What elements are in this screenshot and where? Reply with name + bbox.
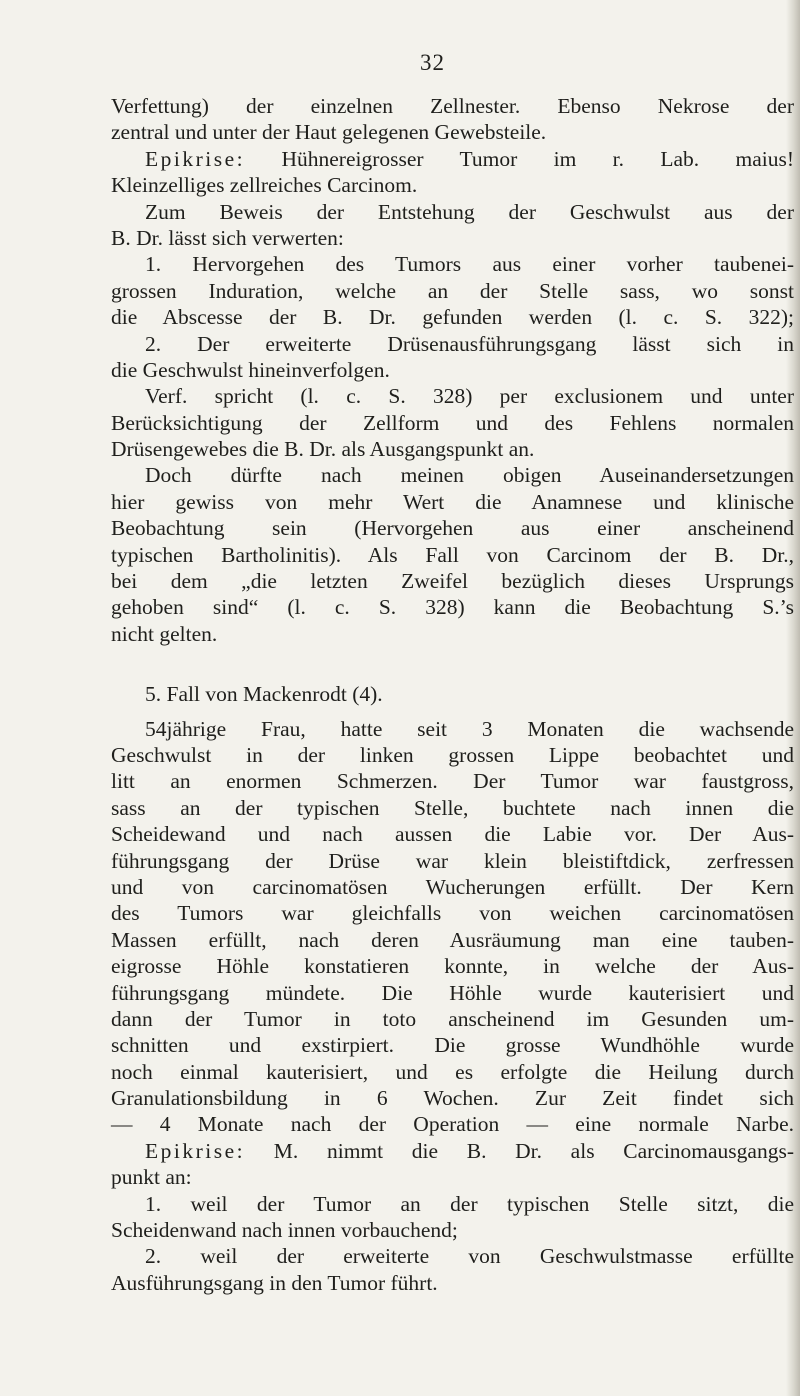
text-line: zentral und unter der Haut gelegenen Gewebsteile. bbox=[111, 120, 547, 145]
text-line: schnitten und exstirpiert. Die grosse Wundhöhle wurde bbox=[111, 1033, 794, 1058]
text-line: grossen Induration, welche an der Stelle sass, wo sonst bbox=[111, 278, 794, 303]
text-line: 2. Der erweiterte Drüsenausführungsgang lässt sich in bbox=[145, 331, 794, 356]
text-line: Drüsengewebes die B. Dr. als Ausgangspunkt an. bbox=[111, 437, 535, 462]
text-line: Doch dürfte nach meinen obigen Auseinandersetzungen bbox=[145, 463, 794, 488]
text-line: gehoben sind“ (l. c. S. 328) kann die Beobachtung S.’s bbox=[111, 595, 794, 620]
epikrise-line bbox=[111, 146, 794, 172]
text-line: führungsgang der Drüse war klein bleistiftdick, zerfressen bbox=[111, 848, 794, 873]
text-line: nicht gelten. bbox=[111, 621, 218, 646]
text-line: Berücksichtigung der Zellform und des Fehlens normalen bbox=[111, 410, 794, 435]
text-line: Kleinzelliges zellreiches Carcinom. bbox=[111, 173, 418, 198]
epikrise-text: M. nimmt die B. Dr. als Carcinomausgangs- bbox=[245, 1138, 794, 1163]
text-line: Granulationsbildung in 6 Wochen. Zur Zeit findet sich bbox=[111, 1086, 794, 1111]
text-line: noch einmal kauterisiert, und es erfolgte die Heilung durch bbox=[111, 1059, 794, 1084]
text-line: Zum Beweis der Entstehung der Geschwulst aus der bbox=[145, 199, 794, 224]
text-line: — 4 Monate nach der Operation — eine normale Narbe. bbox=[111, 1112, 794, 1137]
text-line: Verfettung) der einzelnen Zellnester. Ebenso Nekrose der bbox=[111, 94, 794, 118]
body-text bbox=[111, 93, 794, 1296]
text-line: Scheidewand und nach aussen die Labie vor. Der Aus- bbox=[111, 822, 794, 847]
text-line: dann der Tumor in toto anscheinend im Gesunden um- bbox=[111, 1006, 794, 1031]
epikrise-label: Epikrise: bbox=[145, 1138, 246, 1163]
epikrise-text: Hühnereigrosser Tumor im r. Lab. maius! bbox=[245, 146, 794, 171]
text-line: und von carcinomatösen Wucherungen erfüllt. Der Kern bbox=[111, 874, 794, 899]
text-line: die Abscesse der B. Dr. gefunden werden (l. c. S. 322); bbox=[111, 305, 794, 330]
text-line: 1. Hervorgehen des Tumors aus einer vorher taubenei- bbox=[145, 252, 794, 277]
page-number: 32 bbox=[420, 50, 445, 75]
epikrise-line bbox=[111, 1138, 794, 1164]
text-line: eigrosse Höhle konstatieren konnte, in welche der Aus- bbox=[111, 954, 794, 979]
text-line: führungsgang mündete. Die Höhle wurde kauterisiert und bbox=[111, 980, 794, 1005]
text-line: litt an enormen Schmerzen. Der Tumor war faustgross, bbox=[111, 769, 794, 794]
text-line: B. Dr. lässt sich verwerten: bbox=[111, 225, 344, 250]
epikrise-label: Epikrise: bbox=[145, 146, 246, 171]
text-line: Massen erfüllt, nach deren Ausräumung man eine tauben- bbox=[111, 927, 794, 952]
text-line: Scheidenwand nach innen vorbauchend; bbox=[111, 1218, 458, 1243]
text-line: Geschwulst in der linken grossen Lippe beobachtet und bbox=[111, 742, 794, 767]
case-heading: 5. Fall von Mackenrodt (4). bbox=[145, 682, 383, 707]
text-line: punkt an: bbox=[111, 1165, 192, 1190]
text-line: Verf. spricht (l. c. S. 328) per exclusionem und unter bbox=[145, 384, 794, 409]
text-line: Ausführungsgang in den Tumor führt. bbox=[111, 1270, 438, 1295]
text-line: hier gewiss von mehr Wert die Anamnese und klinische bbox=[111, 489, 794, 514]
text-line: die Geschwulst hineinverfolgen. bbox=[111, 357, 390, 382]
text-line: 1. weil der Tumor an der typischen Stelle sitzt, die bbox=[145, 1191, 794, 1216]
text-line: 54jährige Frau, hatte seit 3 Monaten die wachsende bbox=[145, 716, 794, 741]
text-line: sass an der typischen Stelle, buchtete nach innen die bbox=[111, 795, 794, 820]
text-line: des Tumors war gleichfalls von weichen carcinomatösen bbox=[111, 901, 794, 926]
text-line: Beobachtung sein (Hervorgehen aus einer anscheinend bbox=[111, 516, 794, 541]
text-line: typischen Bartholinitis). Als Fall von Carcinom der B. Dr., bbox=[111, 542, 794, 567]
text-line: bei dem „die letzten Zweifel bezüglich dieses Ursprungs bbox=[111, 569, 794, 594]
text-line: 2. weil der erweiterte von Geschwulstmasse erfüllte bbox=[145, 1244, 794, 1269]
